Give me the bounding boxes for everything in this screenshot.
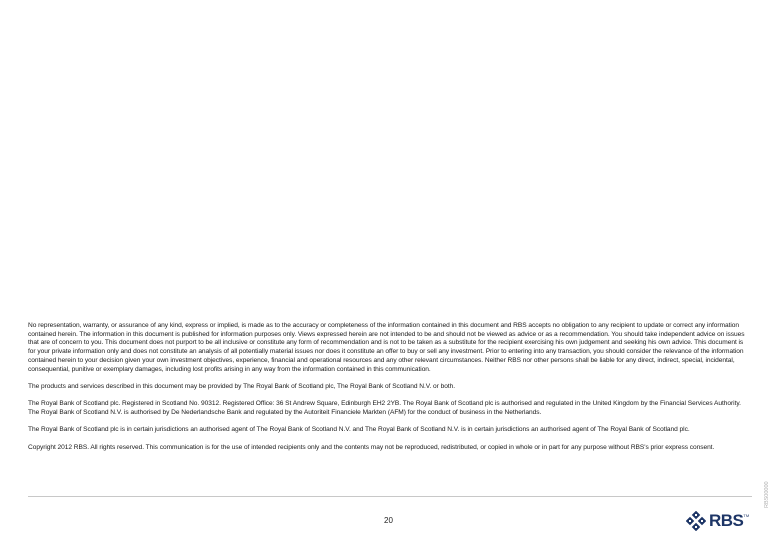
disclaimer-block xyxy=(28,322,748,461)
disclaimer-paragraph-products: The products and services described in this document may be provided by The Royal Bank of Scotland plc, The Royal Bank of Scotland N.V. or both. xyxy=(28,382,456,390)
logo-wordmark: RBS xyxy=(709,511,744,530)
disclaimer-paragraph-liability: No representation, warranty, or assurance of any kind, express or implied, is made as to the accuracy or completeness of the information contained in this document and RBS accepts no obligation to any recipient to update or correct any information contained herein. The information in this document is published for information purposes only. Views expressed herein are not intended to be and should not be viewed as advice or as a recommendation. You should take independent advice on issues that are of concern to you. This document does not purport to be all inclusive or constitute any form of recommendation and is not to be taken as a substitute for the recipient exercising his own judgement and seeking his own advice. This document is for your private information only and does not constitute an analysis of all potentially material issues nor does it constitute an offer to buy or sell any investment. Prior to entering into any transaction, you should consider the relevance of the information contained herein to your decision given your own investment objectives, experience, financial and operational resources and any other relevant circumstances. Neither RBS nor other persons shall be liable for any direct, indirect, special, incidental, consequential, punitive or exemplary damages, including lost profits arising in any way from the information contained in this communication. xyxy=(28,322,745,373)
rbs-logo xyxy=(686,511,749,531)
daisy-wheel-icon xyxy=(686,511,706,531)
disclaimer-paragraph-copyright: Copyright 2012 RBS. All rights reserved. This communication is for the use of intended recipients only and the contents may not be reproduced, redistributed, or copied in whole or in part for any purpose without RBS's prior express consent. xyxy=(28,443,715,451)
reference-code: RBS00000 xyxy=(764,481,770,508)
disclaimer-paragraph-agency: The Royal Bank of Scotland plc is in certain jurisdictions an authorised agent of The Royal Bank of Scotland N.V. and The Royal Bank of Scotland N.V. is in certain jurisdictions an authorised agent of The Royal Bank of Scotland plc. xyxy=(28,426,690,434)
page-number: 20 xyxy=(384,516,393,525)
disclaimer-paragraph-registration: The Royal Bank of Scotland plc. Registered in Scotland No. 90312. Registered Office: 36 St Andrew Square, Edinburgh EH2 2YB. The Royal Bank of Scotland plc is authorised and regulated in the United Kingdom by the Financial Services Authority. The Royal Bank of Scotland N.V. is authorised by De Nederlandsche Bank and regulated by the Autoriteit Financiele Markten (AFM) for the conduct of business in the Netherlands. xyxy=(28,400,741,416)
footer-divider xyxy=(28,496,752,497)
logo-trademark: TM xyxy=(743,513,750,518)
